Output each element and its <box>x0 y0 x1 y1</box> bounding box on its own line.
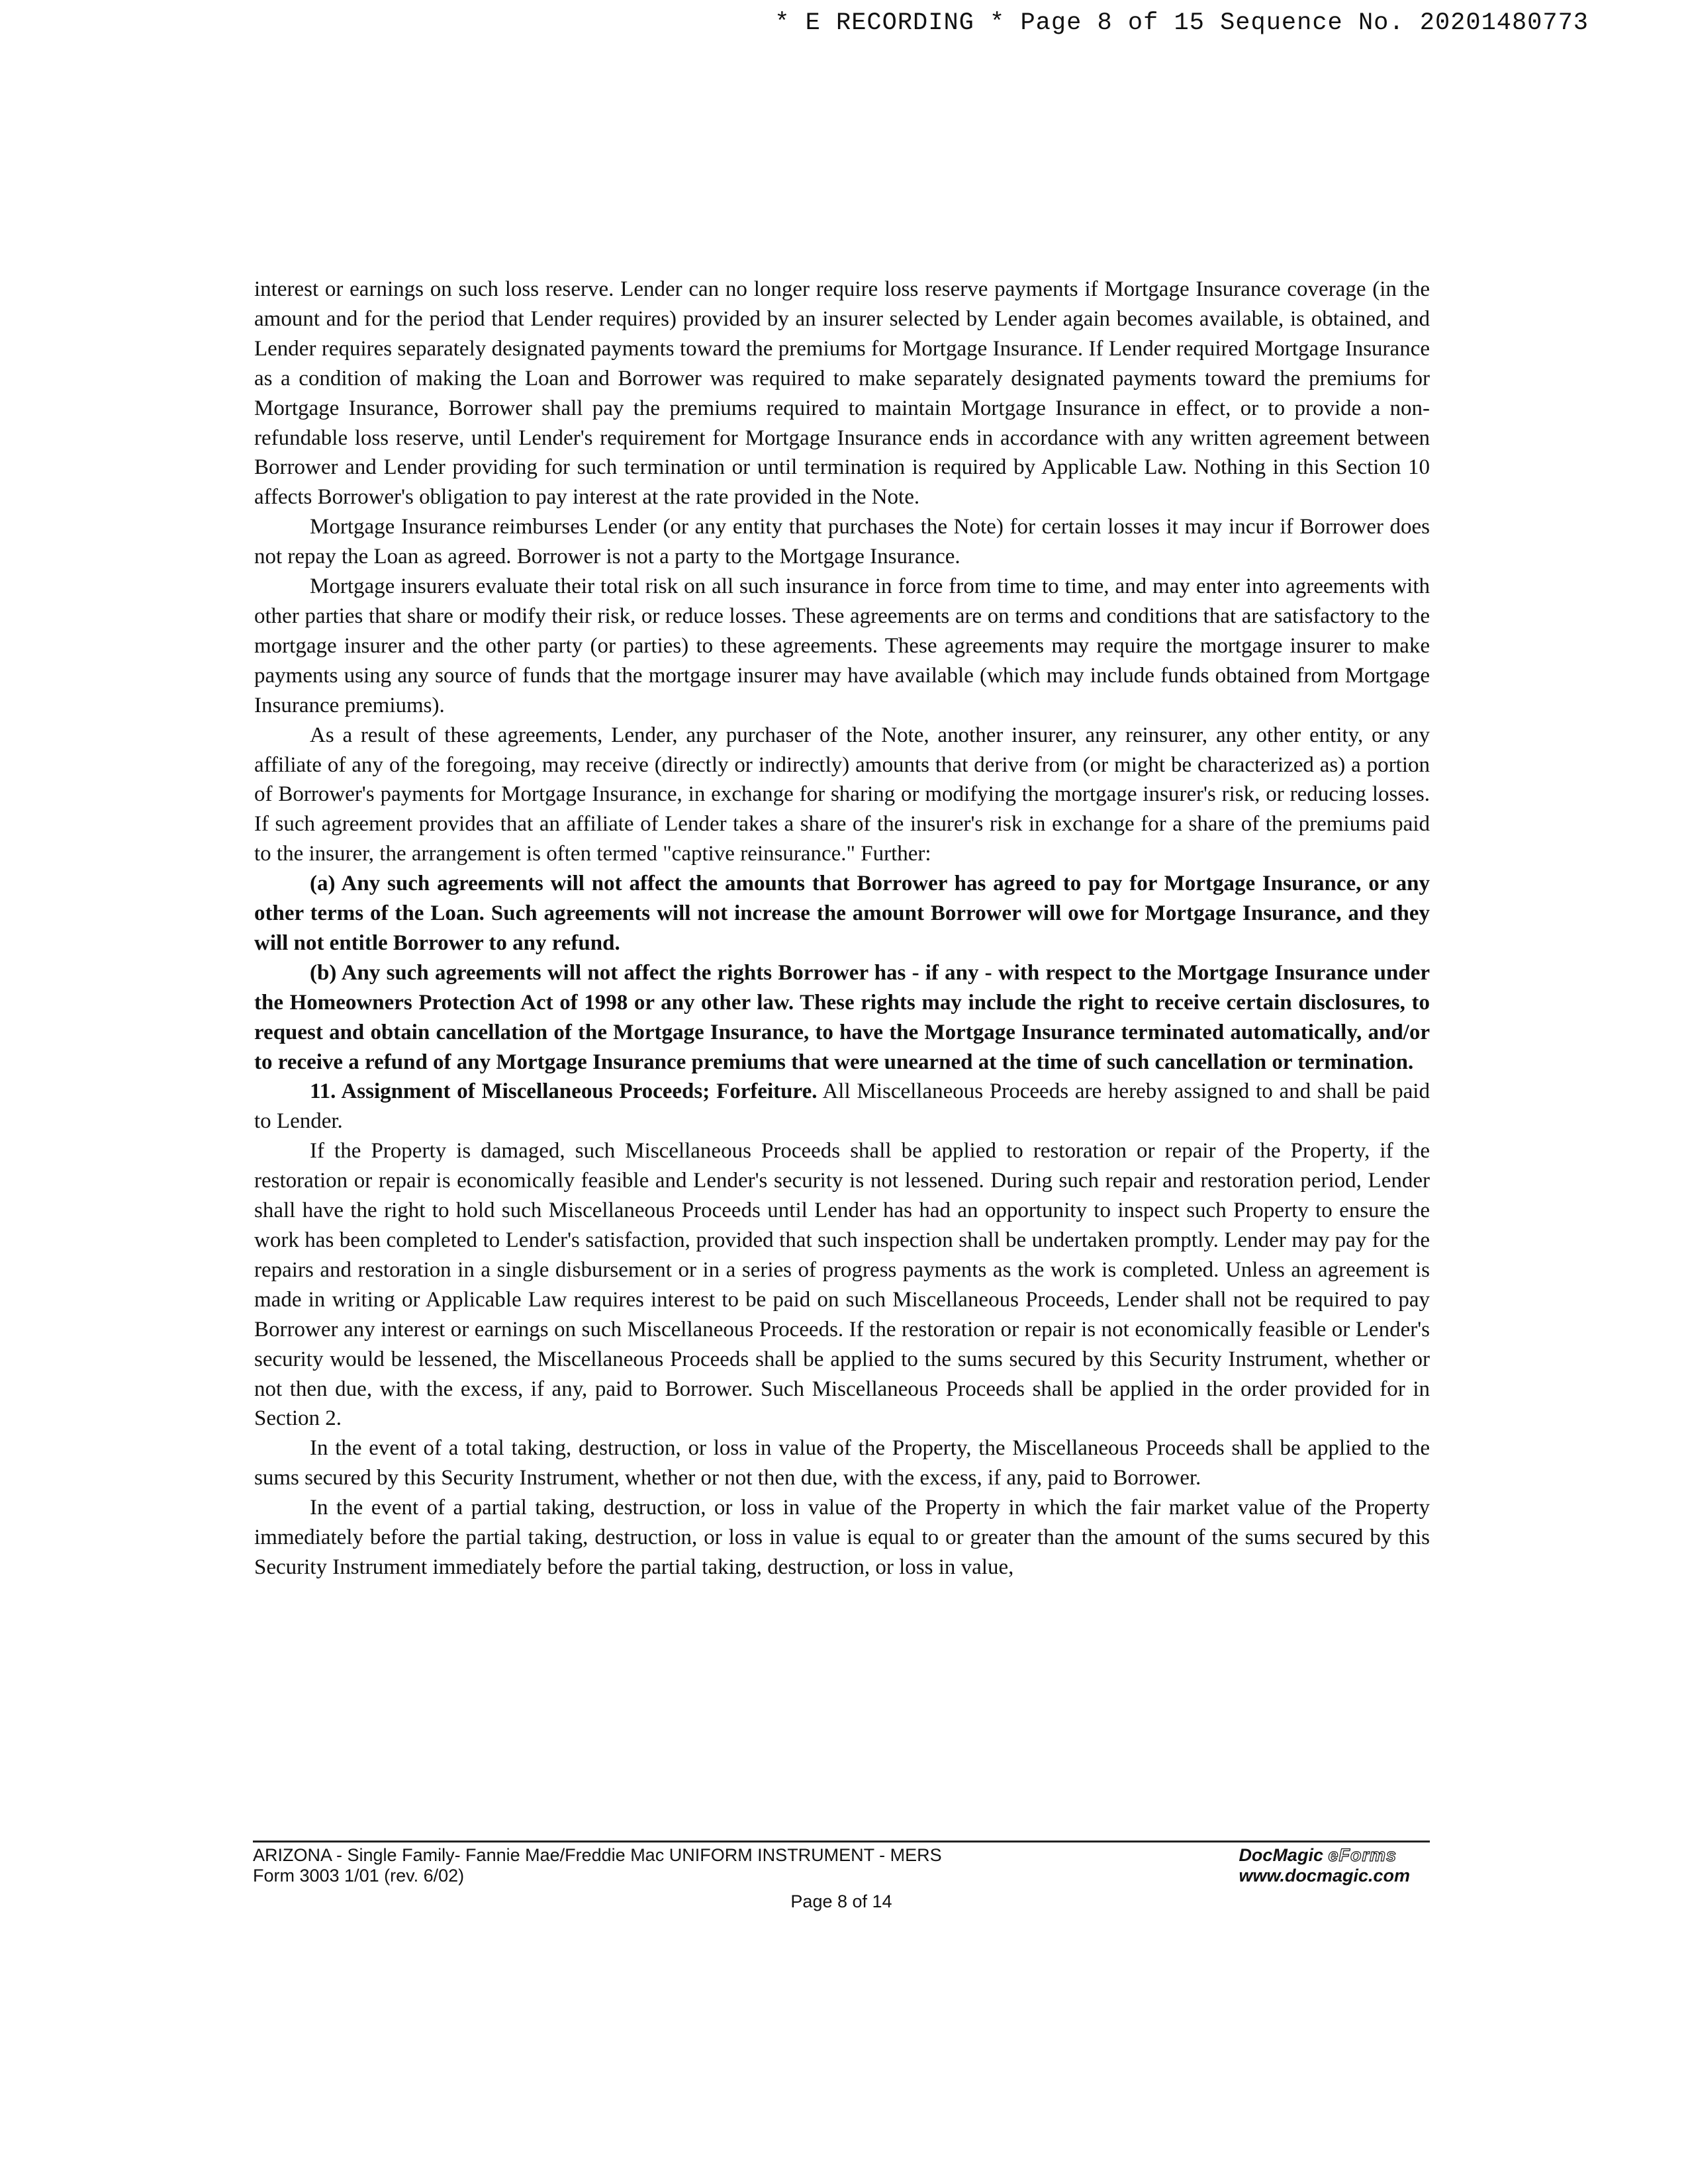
form-number: Form 3003 1/01 (rev. 6/02) <box>253 1866 465 1886</box>
section-11-paragraph <box>254 1077 1430 1136</box>
paragraph-9: In the event of a partial taking, destruction, or loss in value of the Property in which the fair market value of the Property immediately before the partial taking, destruction, or loss in value is equal to or greater than the amount of the sums secured by this Security Instrument immediately before the partial taking, destruction, or loss in value, <box>254 1496 1430 1579</box>
recording-header: * E RECORDING * Page 8 of 15 Sequence No. 20201480773 <box>774 9 1589 37</box>
paragraph-8: In the event of a total taking, destruction, or loss in value of the Property, the Miscellaneous Proceeds shall be applied to the sums secured by this Security Instrument, whether or not then due, with the excess, if any, paid to Borrower. <box>254 1436 1430 1490</box>
form-identification <box>253 1845 942 1886</box>
brand-url: www.docmagic.com <box>1239 1866 1410 1886</box>
section-11-heading: 11. Assignment of Miscellaneous Proceeds; Forfeiture. <box>310 1079 818 1104</box>
docmagic-logo <box>1239 1845 1410 1886</box>
paragraph-1: interest or earnings on such loss reserve. Lender can no longer require loss reserve payments if Mortgage Insurance coverage (in the amount and for the period that Lender requires) provided by an insurer selected by Lender again becomes available, is obtained, and Lender requires separately designated payments toward the premiums for Mortgage Insurance. If Lender required Mortgage Insurance as a condition of making the Loan and Borrower was required to make separately designated payments toward the premiums for Mortgage Insurance, Borrower shall pay the premiums required to maintain Mortgage Insurance in effect, or to provide a non-refundable loss reserve, until Lender's requirement for Mortgage Insurance ends in accordance with any written agreement between Borrower and Lender providing for such termination or until termination is required by Applicable Law. Nothing in this Section 10 affects Borrower's obligation to pay interest at the rate provided in the Note. <box>254 277 1430 510</box>
page-number: Page 8 of 14 <box>790 1891 892 1911</box>
paragraph-4: As a result of these agreements, Lender, any purchaser of the Note, another insurer, any reinsurer, any other entity, or any affiliate of any of the foregoing, may receive (directly or indirectly) amounts that derive from (or might be characterized as) a portion of Borrower's payments for Mortgage Insurance, in exchange for sharing or modifying the mortgage insurer's risk, or reducing losses. If such agreement provides that an affiliate of Lender takes a share of the insurer's risk in exchange for a share of the premiums paid to the insurer, the arrangement is often termed "captive reinsurance." Further: <box>254 723 1430 866</box>
paragraph-7: If the Property is damaged, such Miscellaneous Proceeds shall be applied to restoration or repair of the Property, if the restoration or repair is economically feasible and Lender's security is not lessened. During such repair and restoration period, Lender shall have the right to hold such Miscellaneous Proceeds until Lender has had an opportunity to inspect such Property to ensure the work has been completed to Lender's satisfaction, provided that such inspection shall be undertaken promptly. Lender may pay for the repairs and restoration in a single disbursement or in a series of progress payments as the work is completed. Unless an agreement is made in writing or Applicable Law requires interest to be paid on such Miscellaneous Proceeds, Lender shall not be required to pay Borrower any interest or earnings on such Miscellaneous Proceeds. If the restoration or repair is not economically feasible or Lender's security would be lessened, the Miscellaneous Proceeds shall be applied to the sums secured by this Security Instrument, whether or not then due, with the excess, if any, paid to Borrower. Such Miscellaneous Proceeds shall be applied in the order provided for in Section 2. <box>254 1139 1430 1431</box>
paragraph-2: Mortgage Insurance reimburses Lender (or any entity that purchases the Note) for certain losses it may incur if Borrower does not repay the Loan as agreed. Borrower is not a party to the Mortgage Insurance. <box>254 515 1430 569</box>
form-title: ARIZONA - Single Family- Fannie Mae/Freddie Mac UNIFORM INSTRUMENT - MERS <box>253 1845 942 1865</box>
footer-divider <box>253 1841 1430 1843</box>
clause-a: (a) Any such agreements will not affect the amounts that Borrower has agreed to pay for Mortgage Insurance, or any other terms of the Loan. Such agreements will not increase the amount Borrower will owe for Mortgage Insurance, and they will not entitle Borrower to any refund. <box>254 872 1430 955</box>
brand-name: DocMagic <box>1239 1845 1323 1865</box>
paragraph-3: Mortgage insurers evaluate their total risk on all such insurance in force from time to time, and may enter into agreements with other parties that share or modify their risk, or reduce losses. These agreements are on terms and conditions that are satisfactory to the mortgage insurer and the other party (or parties) to these agreements. These agreements may require the mortgage insurer to make payments using any source of funds that the mortgage insurer may have available (which may include funds obtained from Mortgage Insurance premiums). <box>254 574 1430 717</box>
document-body <box>254 275 1430 1582</box>
eforms-logo-text: eForms <box>1328 1845 1397 1865</box>
clause-b: (b) Any such agreements will not affect the rights Borrower has - if any - with respect to the Mortgage Insurance under the Homeowners Protection Act of 1998 or any other law. These rights may include the right to receive certain disclosures, to request and obtain cancellation of the Mortgage Insurance, to have the Mortgage Insurance terminated automatically, and/or to receive a refund of any Mortgage Insurance premiums that were unearned at the time of such cancellation or termination. <box>254 960 1430 1074</box>
section-11-text: All Miscellaneous Proceeds are hereby assigned to and shall be paid to Lender. <box>254 1079 1430 1134</box>
